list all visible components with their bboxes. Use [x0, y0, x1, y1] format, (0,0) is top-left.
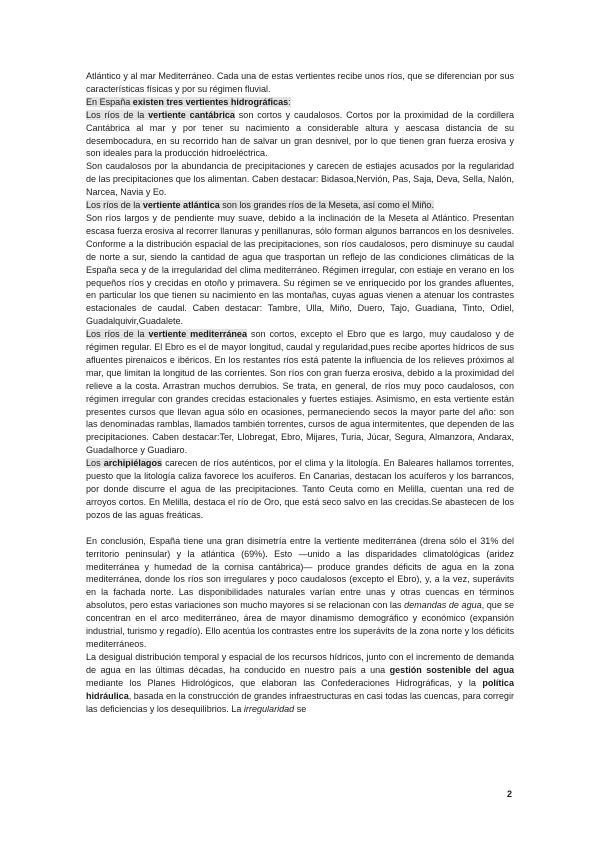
- text-run: Los ríos de la: [86, 109, 149, 120]
- bold-text: vertiente atlántica: [142, 200, 220, 211]
- text-run: son los grandes ríos de la Meseta, así como el Miño.: [219, 200, 434, 211]
- bold-text: existen tres vertientes hidrográficas: [132, 96, 289, 107]
- paragraph-p10: [86, 651, 514, 716]
- text-run: Los: [86, 458, 104, 469]
- italic-text: irregularidad: [243, 703, 295, 714]
- paragraph-p4: [86, 160, 514, 199]
- paragraph-p7: [86, 328, 514, 457]
- text-run: son cortos, excepto el Ebro que es largo, muy caudaloso y de régimen regular. El Ebro es el de mayor longitud, caudal y regularidad,pues recibe aportes hídricos de sus afluentes pirenaicos e ibéricos. En los restantes ríos está patente la influencia de los relieves próximos al mar, que limitan la longitud de las corrientes. Son ríos con gran fuerza erosiva, debido a la proximidad del relieve a la costa. Arrastran muchos derrubios. Se trata, en general, de ríos muy poco caudalosos, con régimen irregular con grandes crecidas estacionales y fuertes estiajes. Asimismo, en esta vertiente están presentes cursos que llevan agua sólo en ocasiones, permaneciendo secos la mayor parte del año: son las denominadas ramblas, llamados también torrentes, cursos de agua intermitentes, que dependen de las precipitaciones. Caben destacar:Ter, Llobregat, Ebro, Mijares, Turia, Júcar, Segura, Almanzora, Andarax, Guadalhorce y Guadiaro.: [86, 329, 514, 456]
- text-run: En conclusión, España tiene una gran disimetría entre la vertiente mediterránea (drena sólo el 31% del territorio peninsular) y la atlántica (69%). Esto —unido a las disparidades climatológicas (aridez mediterránea y humedad de la cornisa cantábrica)— produce grandes déficits de agua en la zona mediterránea, donde los ríos son irregulares y poco caudalosos (excepto el Ebro), y, a la vez, superávits en la fachada norte. Las disponibilidades naturales varían entre unas y otras cuencas en términos absolutos, pero estas variaciones son mucho mayores si se relacionan con las: [86, 535, 514, 611]
- text-run: En España: [86, 96, 133, 107]
- text-run: Los ríos de la: [86, 329, 149, 340]
- bold-text: gestión sostenible del agua: [389, 664, 515, 675]
- bold-text: vertiente mediterránea: [148, 329, 247, 340]
- bold-text: archipiélagos: [103, 458, 163, 469]
- paragraph-p2: [86, 96, 514, 109]
- paragraph-p9: [86, 535, 514, 651]
- text-run: Son caudalosos por la abundancia de precipitaciones y carecen de estiajes acusados por la regularidad de las precipitaciones que los alimentan. Caben destacar: Bidasoa,Nervión, Pas, Saja, Deva, Sella, Nalón, Narcea, Navia y Eo.: [86, 161, 514, 198]
- text-run: , basada en la construcción de grandes infraestructuras en casi todas las cuencas, para corregir las deficiencias y los desequilibrios. La: [86, 690, 514, 714]
- paragraph-p6: [86, 212, 514, 328]
- paragraph-p1: [86, 70, 514, 96]
- text-run: mediante los Planes Hidrológicos, que elaboran las Confederaciones Hidrográficas, y la: [86, 677, 483, 688]
- text-run: La desigual distribución temporal y espacial de los recursos hídricos, junto con el incremento de demanda de agua en las últimas décadas, ha conducido en nuestro país a una: [86, 651, 514, 675]
- paragraph-p3: [86, 109, 514, 161]
- bold-text: política hidráulica: [86, 677, 514, 701]
- text-run: Son ríos largos y de pendiente muy suave, debido a la inclinación de la Meseta al Atlántico. Presentan escasa fuerza erosiva al recorrer llanuras y penillanuras, sólo forman algunos barrancos en los desniveles. Conforme a la distribución espacial de las precipitaciones, son ríos caudalosos, pero disminuye su caudal de norte a sur, siendo la cantidad de agua que trasportan un reflejo de las condiciones climáticas de la España seca y de la irregularidad del clima mediterráneo. Régimen irregular, con estiaje en verano en los pequeños ríos y crecidas en otoño y primavera. Su régimen se ve enriquecido por los grandes afluentes, en particular los que tienen su nacimiento en las montañas, cuyas aguas vienen a atenuar los contrastes estacionales de caudal. Caben destacar: Tambre, Ulla, Miño, Duero, Tajo, Guadiana, Tinto, Odiel, Guadalquivir,Guadalete.: [86, 212, 514, 327]
- text-run: son cortos y caudalosos. Cortos por la proximidad de la cordillera Cantábrica al mar y por tener su nacimiento a considerable altura y aescasa distancia de su desembocadura, en su recorrido han de salvar un gran desnivel, por lo que tienen gran fuerza erosiva y son ideales para la producción hidroeléctrica.: [86, 109, 515, 159]
- text-run: se: [294, 703, 307, 714]
- text-run: Los ríos de la: [86, 200, 143, 211]
- text-run: carecen de ríos auténticos, por el clima y la litología. En Baleares hallamos torrentes, puesto que la litología caliza favorece los acuíferos. En Canarias, destacan los acuíferos y los barrancos, por donde discurre el agua de las precipitaciones. Tanto Ceuta como en Melilla, cuentan una red de arroyos cortos. En Melilla, destaca el río de Oro, que está seco salvo en las crecidas.Se abastecen de los pozos de las aguas freáticas.: [86, 458, 514, 520]
- text-run: Atlántico y al mar Mediterráneo. Cada una de estas vertientes recibe unos ríos, que se diferencian por sus características físicas y por su régimen fluvial.: [86, 71, 514, 94]
- text-run: :: [288, 96, 291, 107]
- paragraph-p8: [86, 457, 514, 522]
- paragraph-p5: [86, 199, 514, 212]
- italic-text: demandas de agua: [404, 600, 482, 611]
- bold-text: vertiente cantábrica: [148, 109, 235, 120]
- page-number: 2: [507, 789, 513, 799]
- text-run: , que se concentran en el arco mediterráneo, área de mayor dinamismo demográfico y económico (expansión industrial, turismo y regadío). Ello acentúa los contrastes entre los superávits de la zona norte y los déficits mediterráneos.: [86, 600, 514, 649]
- document-body: [86, 70, 514, 715]
